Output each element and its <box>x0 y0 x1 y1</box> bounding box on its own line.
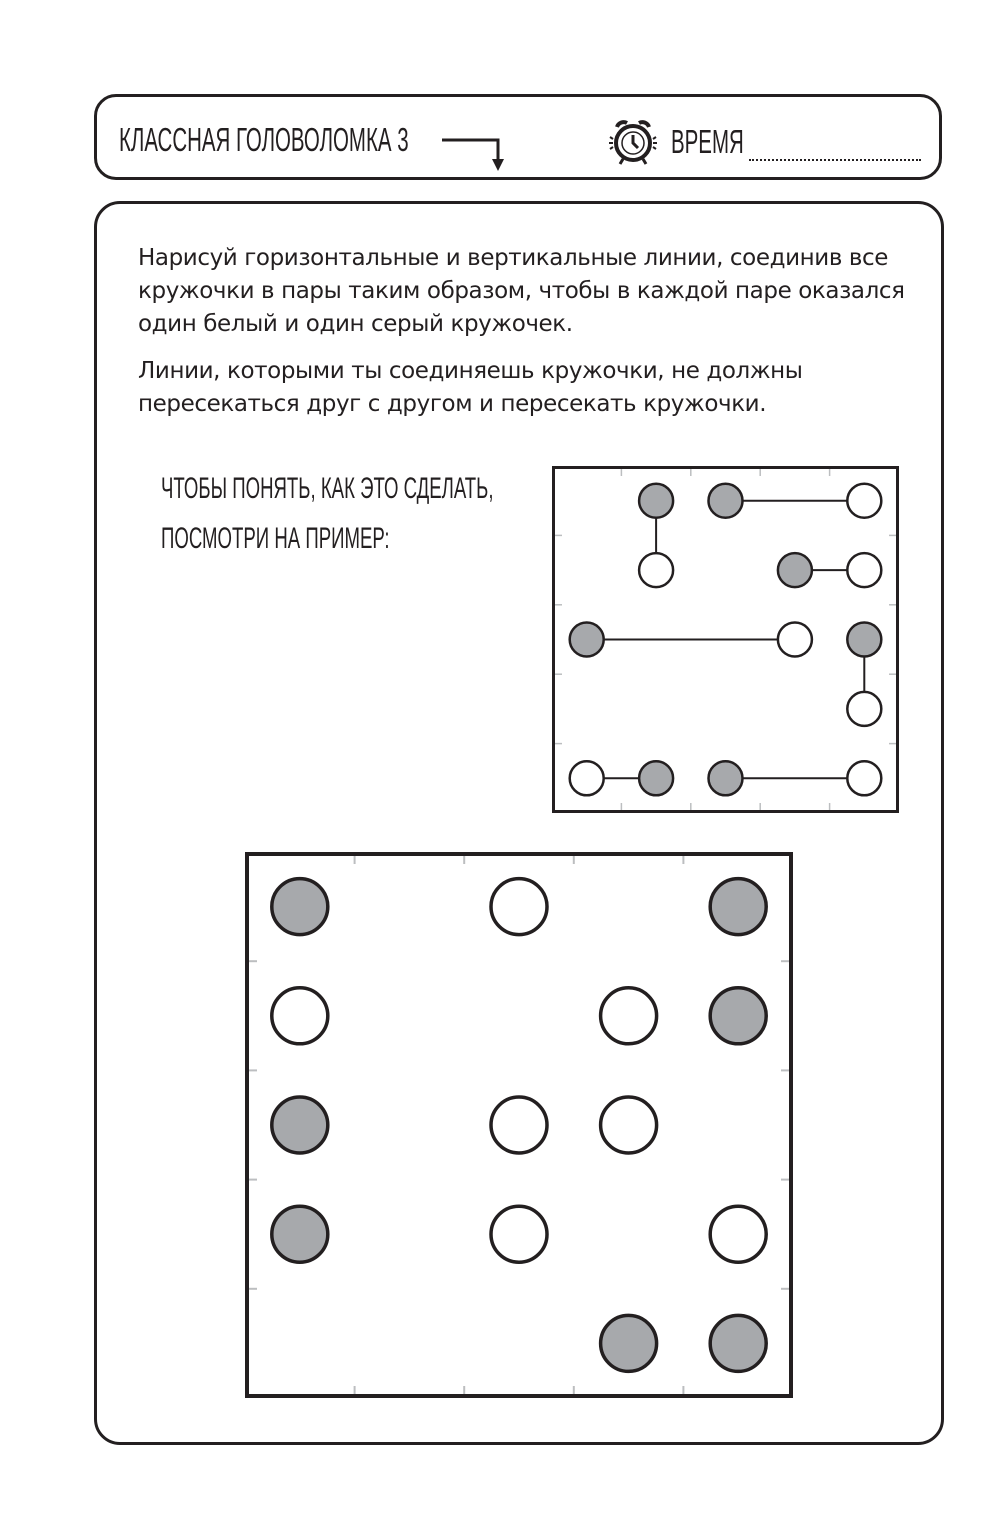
example-circle-gray <box>847 623 881 657</box>
puzzle-circle-white[interactable] <box>491 1206 547 1262</box>
example-grid <box>552 466 899 813</box>
example-circle-white <box>778 623 812 657</box>
example-circle-white <box>570 761 604 795</box>
example-circle-white <box>639 553 673 587</box>
example-circle-gray <box>639 484 673 518</box>
time-answer-field[interactable] <box>749 159 921 161</box>
hint-line-1: ЧТОБЫ ПОНЯТЬ, КАК ЭТО СДЕЛАТЬ, <box>161 472 494 505</box>
example-circle-gray <box>639 761 673 795</box>
example-circle-gray <box>570 623 604 657</box>
puzzle-circle-white[interactable] <box>710 1206 766 1262</box>
instruction-paragraph-1: Нарисуй горизонтальные и вертикальные линии, соединив все кружочки в пары таким образом, чтобы в каждой паре оказался один белый и один серый кружочек. <box>138 245 905 337</box>
instruction-paragraph-2: Линии, которыми ты соединяешь кружочки, не должны пересекаться друг с другом и пересекать кружочки. <box>138 358 803 417</box>
time-label: ВРЕМЯ <box>671 123 744 160</box>
puzzle-circle-white[interactable] <box>601 988 657 1044</box>
hint-text <box>161 464 494 564</box>
arrow-down-icon <box>440 135 510 175</box>
puzzle-circle-gray[interactable] <box>710 879 766 935</box>
example-circle-white <box>847 484 881 518</box>
puzzle-grid[interactable] <box>245 852 793 1398</box>
puzzle-circle-white[interactable] <box>601 1097 657 1153</box>
example-circle-gray <box>709 761 743 795</box>
puzzle-title: КЛАССНАЯ ГОЛОВОЛОМКА 3 <box>119 121 409 158</box>
hint-line-2: ПОСМОТРИ НА ПРИМЕР: <box>161 522 390 555</box>
header-box <box>94 94 942 180</box>
example-circle-white <box>847 761 881 795</box>
puzzle-circle-gray[interactable] <box>272 879 328 935</box>
puzzle-circle-gray[interactable] <box>601 1315 657 1371</box>
puzzle-circle-white[interactable] <box>272 988 328 1044</box>
puzzle-circle-white[interactable] <box>491 1097 547 1153</box>
puzzle-circle-gray[interactable] <box>272 1206 328 1262</box>
example-circle-white <box>847 692 881 726</box>
puzzle-circle-gray[interactable] <box>272 1097 328 1153</box>
puzzle-circle-gray[interactable] <box>710 988 766 1044</box>
example-circle-gray <box>709 484 743 518</box>
puzzle-circle-gray[interactable] <box>710 1315 766 1371</box>
example-circle-white <box>847 553 881 587</box>
alarm-clock-icon <box>605 111 665 171</box>
example-circle-gray <box>778 553 812 587</box>
puzzle-circle-white[interactable] <box>491 879 547 935</box>
